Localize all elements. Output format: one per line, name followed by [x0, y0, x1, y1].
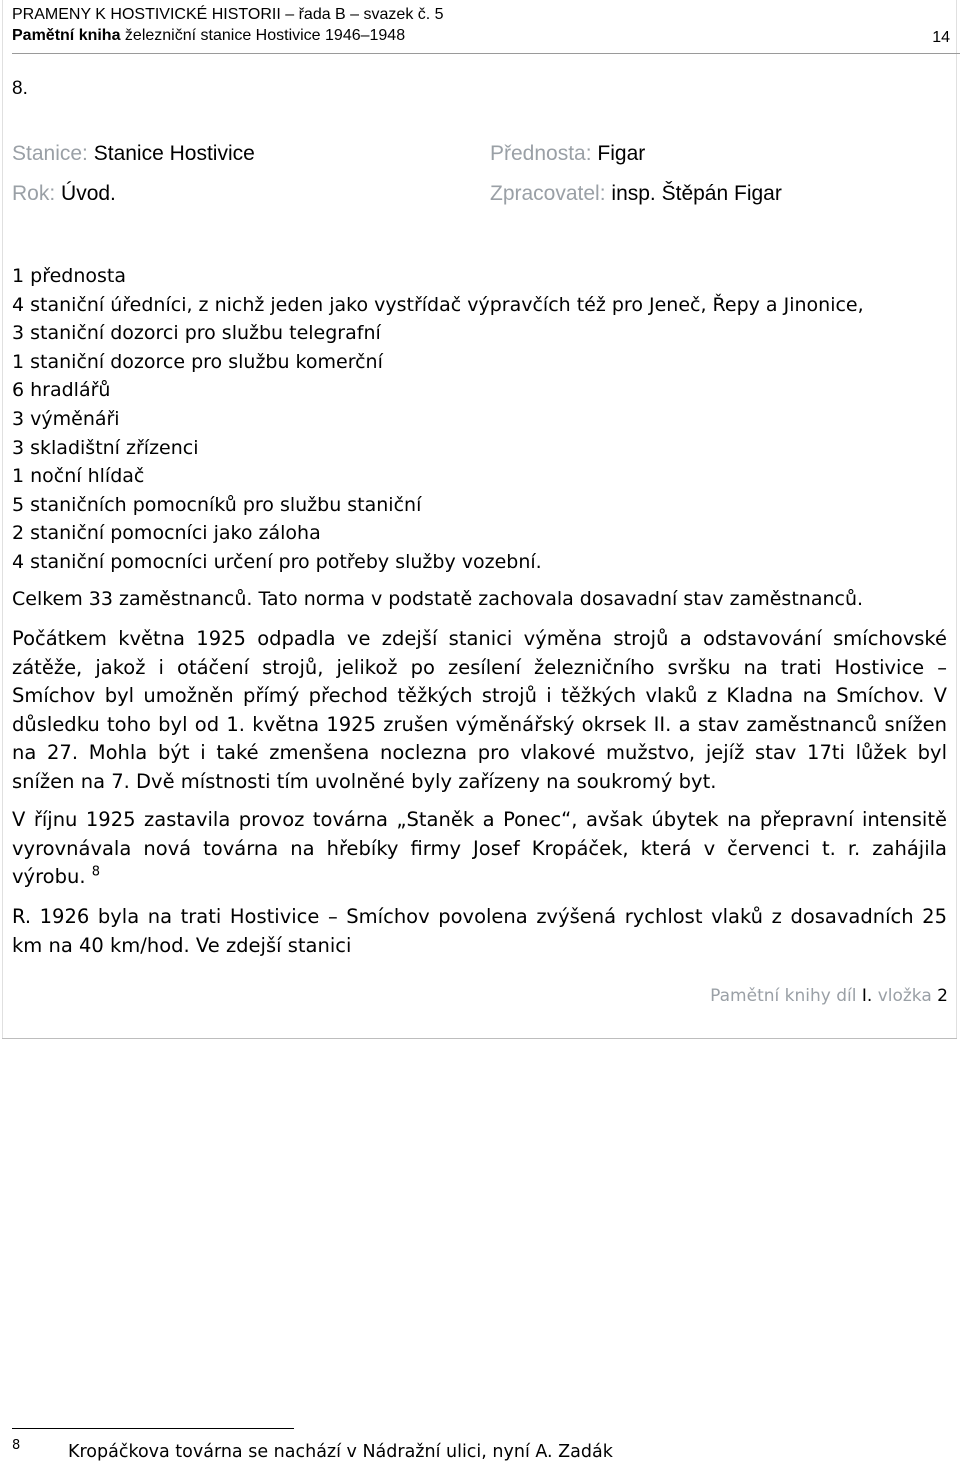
station-value: Stanice Hostivice [93, 142, 255, 165]
page-number: 14 [932, 29, 950, 46]
chief-label: Přednosta: [490, 142, 592, 165]
page-frame-left [2, 0, 3, 1039]
book-title [12, 25, 950, 46]
volume-note [710, 986, 948, 1006]
volume-prefix: Pamětní knihy díl [710, 986, 857, 1006]
section-number: 8. [12, 78, 28, 99]
processor-field [490, 180, 782, 208]
insert-label: vložka [877, 986, 932, 1006]
page-header [12, 4, 950, 46]
footnote-reference[interactable]: 8 [91, 864, 101, 880]
staff-item: 3 výměnáři [12, 407, 120, 430]
staff-item: 3 skladištní zřízenci [12, 436, 199, 459]
paragraph-2 [12, 806, 947, 892]
staff-total: Celkem 33 zaměstnanců. Tato norma v podstatě zachovala dosavadní stav zaměstnanců. [12, 588, 864, 610]
page-frame-bottom [2, 1038, 957, 1039]
staff-item: 1 přednosta [12, 265, 126, 287]
book-title-rest: železniční stanice Hostivice 1946–1948 [120, 27, 406, 44]
station-field [12, 140, 255, 168]
staff-item: 6 hradlářů [12, 379, 111, 402]
staff-list [12, 262, 864, 577]
staff-item: 1 noční hlídač [12, 465, 145, 488]
volume-number: I. [861, 986, 873, 1006]
paragraph-2-text: V říjnu 1925 zastavila provoz továrna „Staněk a Ponec“, avšak úbytek na přepravní intensitě vyrovnávala nová továrna na hřebíky firmy Josef Kropáček, která v červenci t. r. zahájila výrobu. [12, 808, 947, 888]
footnote-text: Kropáčkova továrna se nachází v Nádražní ulici, nyní A. Zadák [68, 1442, 613, 1462]
footnote-marker: 8 [12, 1438, 21, 1453]
paragraph-1: Počátkem května 1925 odpadla ve zdejší stanici výměna strojů a odstavování smíchovské zátěže, jakož i otáčení strojů, jelikož po zesílení železničního svršku na trati Hostivice – Smíchov byl umožněn přímý přechod těžkých strojů i těžkých vlaků z Kladna na Smíchov. V důsledku toho byl od 1. května 1925 zrušen výměnářský okrsek II. a stav zaměstnanců snížen na 27. Mohla být i také zmenšena noclezna pro vlakové mužstvo, jejíž stav 17ti lůžek byl snížen na 7. Dvě místnosti tím uvolněné byly zařízeny na soukromý byt. [12, 627, 947, 793]
series-title: PRAMENY K HOSTIVICKÉ HISTORII – řada B – svazek č. 5 [12, 6, 444, 23]
staff-item: 3 staniční dozorci pro službu telegrafní [12, 322, 381, 345]
chief-value: Figar [597, 142, 646, 165]
page-frame-right [956, 0, 957, 1039]
staff-item: 5 staničních pomocníků pro službu staniční [12, 493, 422, 516]
staff-item: 1 staniční dozorce pro službu komerční [12, 350, 383, 373]
header-divider [12, 53, 960, 54]
year-value: Úvod. [61, 182, 116, 205]
footnote-divider [12, 1428, 294, 1429]
processor-value: insp. Štěpán Figar [611, 182, 782, 205]
processor-label: Zpracovatel: [490, 182, 606, 205]
paragraph-3: R. 1926 byla na trati Hostivice – Smíchov povolena zvýšená rychlost vlaků z dosavadních 25 km na 40 km/hod. Ve zdejší stanici [12, 905, 947, 957]
year-field [12, 180, 116, 208]
staff-item: 4 staniční úředníci, z nichž jeden jako vystřídač výpravčích též pro Jeneč, Řepy a Jinonice, [12, 293, 864, 316]
insert-number: 2 [937, 986, 948, 1006]
station-label: Stanice: [12, 142, 88, 165]
staff-item: 2 staniční pomocníci jako záloha [12, 522, 321, 545]
book-title-bold: Pamětní kniha [12, 27, 121, 44]
staff-item: 4 staniční pomocníci určení pro potřeby služby vozební. [12, 550, 542, 573]
chief-field [490, 140, 645, 168]
year-label: Rok: [12, 182, 56, 205]
